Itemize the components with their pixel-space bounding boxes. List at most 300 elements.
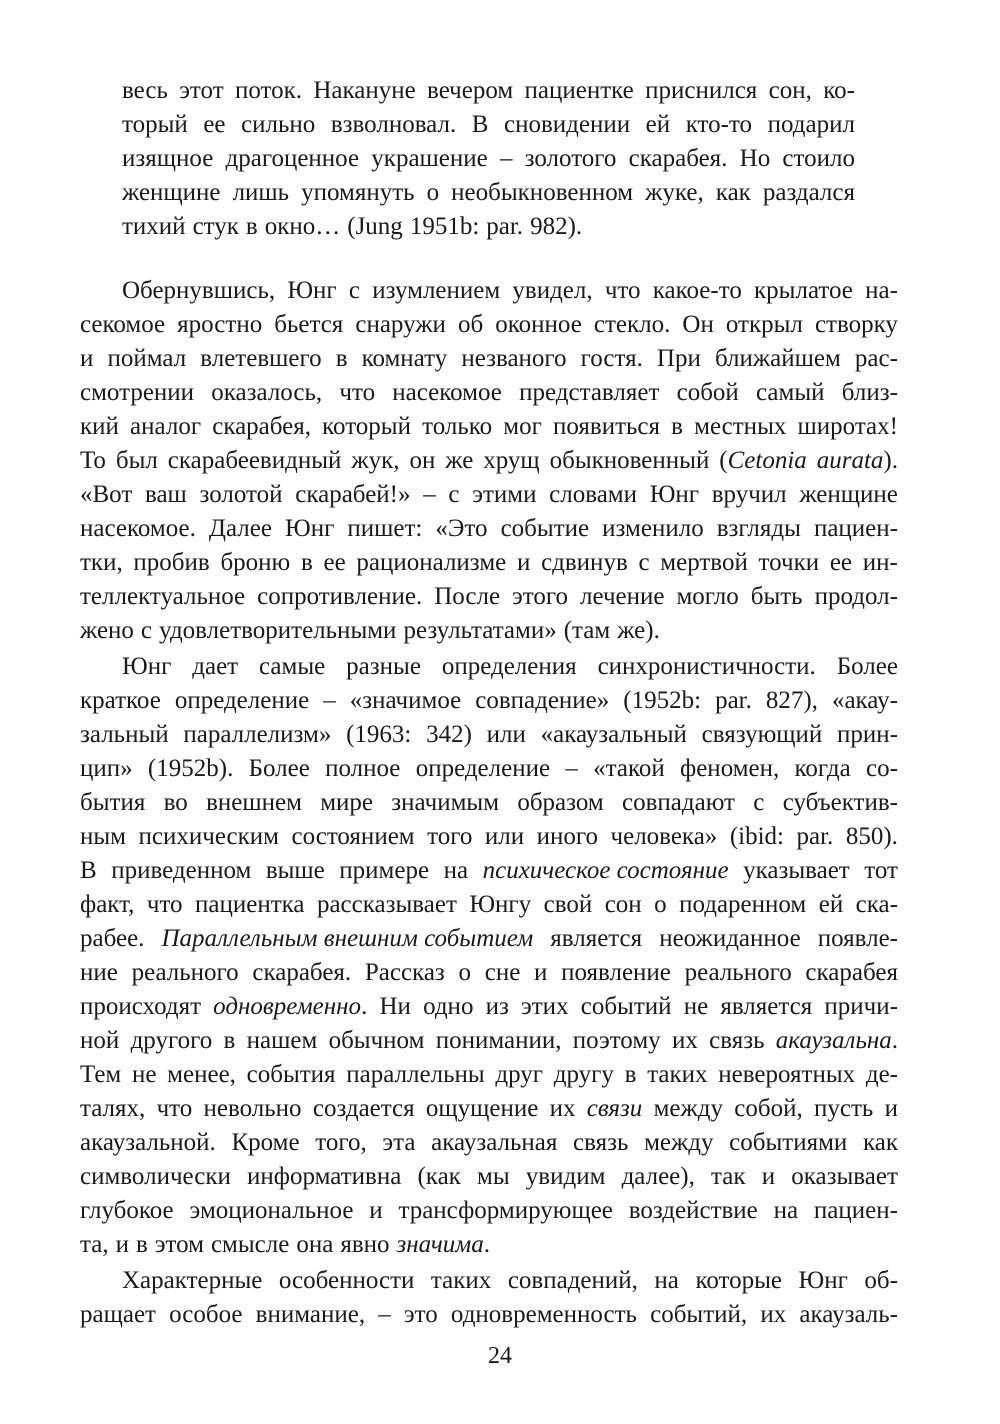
word: иного [536,823,599,850]
word: насекомое. [80,515,196,542]
word-group [130,410,201,444]
word-group [726,308,803,342]
word: изумлением [372,277,501,304]
word-group [168,444,342,478]
word: Юнгу [469,891,532,918]
word: и [516,549,531,576]
word-group [657,342,701,376]
word-group [398,1194,612,1228]
word-group [472,108,489,142]
page-number: 24 [488,1343,512,1369]
word: лишь [232,179,290,206]
word-group [594,308,671,342]
word-group [80,1298,156,1332]
word-group [740,142,771,176]
word: параллельны [346,1061,485,1088]
word: ( [719,447,728,474]
word: реального [131,959,239,986]
word-group [832,684,898,718]
word: значимым [391,789,500,816]
word: в [135,1231,148,1258]
word-group [483,854,729,888]
word-group [677,376,739,410]
word: тихий [122,213,186,240]
word: скарабея. [628,145,728,172]
word-group [791,1160,898,1194]
word: броню [220,549,291,576]
word: кто-то [685,111,753,138]
word: бьется [274,311,344,338]
word-group [798,410,898,444]
word-group [159,614,396,648]
word: стекло. [593,311,671,338]
word-group [435,512,487,546]
text-line [80,1264,898,1298]
word: Более [836,653,898,680]
word-group [80,1194,174,1228]
word: ска- [855,891,898,918]
word-group [362,342,448,376]
word-group [864,1264,898,1298]
word: с [753,789,765,816]
word: широтах! [797,413,898,440]
word: мертвой [660,549,748,576]
word-group [346,1058,484,1092]
text-line [80,410,898,444]
word-group [80,718,169,752]
word-group [694,410,786,444]
word: – [499,145,513,172]
word-group [541,546,628,580]
word: внешнем [206,789,302,816]
word-group [80,956,118,990]
word: теллектуальное [80,583,246,610]
word-group [155,1228,204,1262]
word-group [720,990,812,1024]
word: невольно [203,1095,302,1122]
word-group [863,546,898,580]
word: в [624,1061,637,1088]
word-group [751,580,803,614]
word: того, [315,1129,367,1156]
word: мог [503,413,542,440]
word: Юнг [287,277,337,304]
word: выше [265,857,325,884]
word: их [760,1301,787,1328]
word: ко- [823,77,855,104]
word-group [645,176,704,210]
word-group [80,1228,109,1262]
word: вручил [711,481,787,508]
word-group [782,142,855,176]
word: другого [130,1027,213,1054]
word: краткое [80,687,161,714]
word-group [644,1126,713,1160]
word-group [331,108,456,142]
word: цип» [80,755,133,782]
word-group [753,786,764,820]
word-group [183,718,331,752]
word: подарил [767,111,855,138]
word-group [122,74,168,108]
word-group [426,1092,538,1126]
emphasized-word: aurata [816,447,884,474]
word-group [580,580,664,614]
word: пациентка [195,891,305,918]
word: так [711,1163,746,1190]
word: украшение [371,145,488,172]
word: Он [682,311,714,338]
text-line [80,888,898,922]
word-group [448,478,459,512]
word-group [346,650,421,684]
word-group [323,684,336,718]
word: (1963: [346,721,412,748]
word-group [769,74,812,108]
word: связь [573,1129,629,1156]
word: сдвинув [541,549,628,576]
word-group [427,820,472,854]
word-group [837,650,898,684]
word: между [653,1095,723,1122]
word: событие [500,515,590,542]
word-group [517,786,603,820]
word: ным [80,823,126,850]
word-group [855,342,898,376]
word-group [111,854,251,888]
word-group [133,546,209,580]
word: и [115,1231,129,1258]
word: что [604,277,641,304]
word: 827), [765,687,818,714]
text-line [80,956,898,990]
word: невероятных [718,1061,856,1088]
word: ваш [144,481,187,508]
word-group [469,888,531,922]
word: лечение [580,583,665,610]
word: Но [739,145,771,172]
word-group [122,274,275,308]
text-line [80,1194,898,1228]
word: комнату [361,345,448,372]
word-group [131,1024,213,1058]
word-group [175,684,309,718]
word: глубокое [80,1197,174,1224]
word-group [485,956,521,990]
word: информативна [247,1163,402,1190]
word: совпадают [622,789,735,816]
word: во [163,789,188,816]
word: «акау- [831,687,898,714]
word: одно [423,993,474,1020]
word-group [508,1264,638,1298]
word-group [650,1298,747,1332]
word-group [629,142,728,176]
word-group [695,1264,782,1298]
word-group [712,478,787,512]
word-group [315,1126,366,1160]
word: стоило [782,145,855,172]
word-group [80,614,134,648]
word-group [147,888,183,922]
word-group [483,444,539,478]
word-group [650,478,699,512]
word: со- [866,755,898,782]
word: взгляды [716,515,801,542]
word: смысле [210,1231,290,1258]
word: быть [750,583,803,610]
word-group [617,614,660,648]
word: словами [549,481,637,508]
word-group [512,274,592,308]
word-group [573,1024,661,1058]
word-group [729,1126,847,1160]
word-group [682,308,713,342]
word: par. [715,687,752,714]
word: о [654,891,667,918]
text-line [80,1024,898,1058]
word: этом [154,1231,204,1258]
word: субъектив- [782,789,898,816]
word-group [322,410,411,444]
word-group [842,376,898,410]
word-group [346,718,411,752]
word-group [743,854,850,888]
word: об- [864,1267,898,1294]
word: пробив [133,549,210,576]
word: оказалось, [211,379,323,406]
word: скарабея, [212,413,312,440]
word-group [80,512,196,546]
block-quote [122,74,855,244]
word: таких [647,1061,708,1088]
word: поймал [107,345,187,372]
word-group [680,752,779,786]
word: par. [486,213,524,240]
word-group [824,990,898,1024]
word-group [266,854,325,888]
word-group [355,308,446,342]
word: – [423,481,436,508]
word-group [715,684,752,718]
word-group [177,308,262,342]
word: Юнг [649,481,700,508]
word: как [715,179,751,206]
word: «значимое [349,687,462,714]
word-group [756,376,825,410]
word: трансформирующее [398,1197,613,1224]
text-line [80,308,898,342]
word-group [660,546,748,580]
word: ние [80,959,118,986]
word: де- [865,1061,898,1088]
word-group [247,1058,336,1092]
word-group [654,1092,723,1126]
word: насекомое [392,379,502,406]
word-group [472,478,536,512]
word: секомое [80,311,166,338]
word: понимании, [435,1027,562,1054]
word-group [475,684,609,718]
word-group [259,650,325,684]
word: и [884,1095,898,1122]
word: драгоценное [225,145,360,172]
word-group [220,546,290,580]
word-group [80,1126,216,1160]
word-group [257,580,422,614]
word-group [423,990,473,1024]
word-group [292,820,415,854]
word-group [80,1024,119,1058]
word: упомянуть [301,179,415,206]
word-group [783,786,898,820]
word: появле- [817,925,898,952]
word-group [819,888,843,922]
word-group [256,1298,365,1332]
word: разные [346,653,421,680]
word-group [80,786,145,820]
word-group [504,108,630,142]
word-group [295,478,410,512]
word-group [80,410,119,444]
word-group [774,1194,798,1228]
word-group [179,74,223,108]
word-group [301,176,414,210]
word-group [403,614,556,648]
word-group [231,1126,299,1160]
word-group [391,786,499,820]
word: эмоциональное [189,1197,354,1224]
word-group [795,752,851,786]
word: скарабей!» [295,481,411,508]
word: факт, [80,891,135,918]
word-group [550,444,710,478]
word-group [500,142,513,176]
text-line [80,1126,898,1160]
word: та, [80,1231,109,1258]
word: пациен- [813,1197,898,1224]
word-group [427,74,513,108]
word: создается [312,1095,415,1122]
word: реального [684,959,792,986]
word: ее [323,549,346,576]
word: что [156,1095,193,1122]
word-group [80,308,165,342]
word-group [349,274,360,308]
word: причи- [824,993,898,1020]
word: с [348,277,360,304]
word-group [799,1298,898,1332]
word: влетевшего [200,345,322,372]
word-group [866,1058,898,1092]
word: сне [484,959,521,986]
text-line [80,342,898,376]
word: Более [248,755,310,782]
word-group [139,820,279,854]
word: близ- [841,379,898,406]
word: какое-то [652,277,742,304]
word: же). [617,617,660,644]
word: в [300,549,313,576]
word: на [773,1197,799,1224]
word: (там [563,617,611,644]
word: результатами» [403,617,557,644]
word: жук, [351,447,400,474]
word-group [760,1298,786,1332]
word-group [392,376,502,410]
text-line [80,752,898,786]
word: когда [794,755,851,782]
word: явно [340,1231,390,1258]
word-group [856,888,898,922]
word-group [799,1264,848,1298]
word: акаузальной. [80,1129,216,1156]
word: события [246,1061,336,1088]
word: «Вот [80,481,133,508]
word-group [224,1024,236,1058]
word-group [799,478,898,512]
word: только [422,413,493,440]
text-line [80,650,898,684]
word-group [80,752,133,786]
word-group [195,888,305,922]
word-group [815,580,898,614]
word: человека» [610,823,718,850]
word: – [565,755,578,782]
word: одновременность [450,1301,637,1328]
word-group [350,684,462,718]
word: пациентке [524,77,634,104]
word-group [477,1160,510,1194]
text-line [80,1298,898,1332]
word-group [565,752,578,786]
word: В [471,111,489,138]
word-group [148,752,233,786]
word-group [132,956,239,990]
word: ближайшем [714,345,841,372]
word: совпадение» [475,687,610,714]
word: не [131,1061,157,1088]
word-group [485,820,524,854]
word-group [226,142,360,176]
word-group [549,478,637,512]
word-group [200,342,321,376]
word: собой, [734,1095,803,1122]
word-group [116,1228,129,1262]
word-group [313,74,415,108]
word-group [814,1092,873,1126]
word-group [274,308,343,342]
word-group [525,142,617,176]
text-line [122,108,855,142]
word: ее [829,549,853,576]
word-group [122,650,171,684]
text-line [122,210,855,244]
word-group [544,888,593,922]
word-group [122,142,213,176]
word: сновидении [504,111,631,138]
word: обычном [328,1027,425,1054]
word-group [141,614,152,648]
word-group [397,1228,490,1262]
word-group [602,512,704,546]
word-group [320,786,373,820]
word-group [719,444,807,478]
word-group [530,210,582,244]
word-group [132,1058,156,1092]
word: изящное [122,145,214,172]
word: вечером [427,77,514,104]
